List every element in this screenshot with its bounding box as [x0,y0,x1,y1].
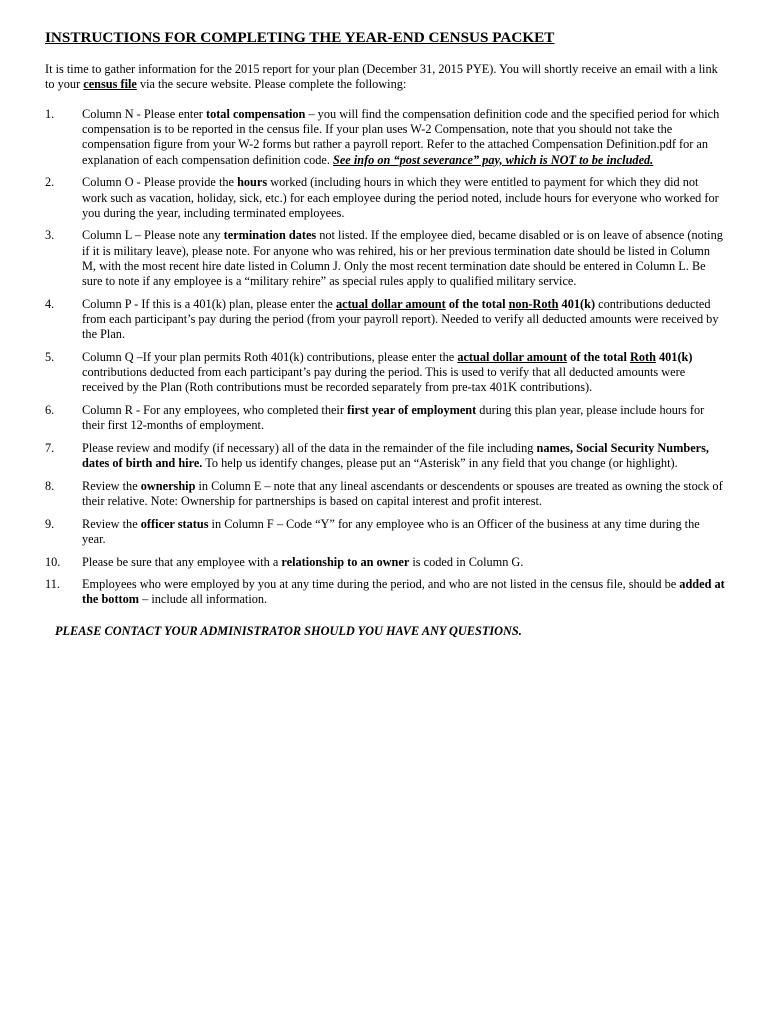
list-item-3 [45,228,725,289]
list-item-9 [45,517,725,547]
item-number: 3. [45,228,55,243]
item-bold: 401(k) [558,296,596,311]
page-title: INSTRUCTIONS FOR COMPLETING THE YEAR-END CENSUS PACKET [45,29,555,46]
item-number: 1. [45,107,55,121]
item-number: 4. [45,296,55,311]
item-bold: of the total [567,349,630,364]
list-item-6 [45,403,725,433]
item-bold: of the total [445,296,509,311]
item-text: Column O - Please provide the [82,175,238,190]
census-file-text: census file [83,77,137,92]
item-text: not listed. If the employee died, became disabled or is on leave of absence (noting if it is military leave), please note. For anyone who was rehired, his or her previous termination date should be listed in Column M, with the most recent hire date listed in Column J. Only the most recent termination date should be entered in Column L. Be sure to note if any employee is a “military rehire” as special rules apply to qualified military service. [82,228,723,289]
item-bold: total compensation [205,107,306,121]
list-item-1 [45,107,725,168]
item-text: Column Q –If your plan permits Roth 401(k) contributions, please enter the [82,349,458,364]
item-number: 11. [45,577,60,592]
item-text: Please review and modify (if necessary) all of the data in the remainder of the file including [82,440,537,455]
item-text: To help us identify changes, please put an “Asterisk” in any field that you change (or highlight). [202,456,678,471]
list-item-2 [45,175,725,221]
item-bold: officer status [140,516,209,531]
item-bold: ownership [140,478,196,493]
item-text: contributions deducted from each participant’s pay during the period (from your payroll report). Needed to verify all deducted amounts were received by the Plan. [82,296,719,342]
list-item-4 [45,297,725,343]
closing-note: PLEASE CONTACT YOUR ADMINISTRATOR SHOULD YOU HAVE ANY QUESTIONS. [55,624,522,638]
item-number: 9. [45,516,55,531]
item-text: Column N - Please enter [82,107,206,121]
item-bold: hours [237,175,268,190]
item-number: 2. [45,175,55,190]
item-text: – include all information. [139,592,268,607]
item-number: 6. [45,402,55,417]
list-item-5 [45,350,725,396]
item-text: Column R - For any employees, who completed their [82,402,348,417]
item-bold: relationship to an owner [281,554,410,569]
item-bold: 401(k) [655,349,693,364]
intro-text: It is time to gather information for the 2015 report for your plan (December 31, 2015 PYE). You will shortly receive an email with a link to your [45,62,718,92]
item-text: worked (including hours in which they were entitled to payment for which they did not work such as vacation, holiday, sick, etc.) for each employee during the period noted, include hours for everyone who worked for you during the year, including terminated employees. [82,175,719,220]
item-text: is coded in Column G. [409,554,524,569]
item-number: 8. [45,478,55,493]
item-number: 5. [45,349,55,364]
instructions-list [45,107,725,615]
item-number: 10. [45,554,61,569]
item-number: 7. [45,440,55,455]
item-bold: names, Social Security Numbers, dates of birth and hire. [82,440,709,471]
list-item-11 [45,577,725,607]
intro-paragraph [45,62,725,92]
item-text: Review the [82,478,141,493]
item-bold-underline: actual dollar amount [335,296,446,311]
post-severance-note: See info on “post severance” pay, which is NOT to be included. [332,152,654,167]
item-text: contributions deducted from each participant’s pay during the period. This is used to verify that all deducted amounts were received by the Plan (Roth contributions must be recorded separately from pre-tax 401K contributions). [82,365,686,395]
item-text: Column L – Please note any [82,228,224,243]
item-bold-underline: actual dollar amount [457,349,568,364]
item-text: Column P - If this is a 401(k) plan, please enter the [82,296,336,311]
item-bold-underline: Roth [629,349,656,364]
item-text: in Column E – note that any lineal ascendants or descendents or spouses are treated as owning the stock of their relative. Note: Ownership for partnerships is based on capital interest and profit interest. [82,478,723,508]
item-text: during this plan year, please include hours for their first 12-months of employment. [82,402,705,433]
item-bold: termination dates [223,228,317,243]
item-text: Employees who were employed by you at any time during the period, and who are not listed in the census file, should be [82,577,680,592]
list-item-7 [45,441,725,471]
item-text: Review the [82,516,141,531]
item-bold: added at the bottom [82,577,725,607]
intro-text-end: via the secure website. Please complete the following: [136,77,407,92]
item-text: in Column F – Code “Y” for any employee who is an Officer of the business at any time during the year. [82,516,700,546]
list-item-8 [45,479,725,509]
list-item-10 [45,555,725,570]
item-bold-underline: non-Roth [508,296,559,311]
item-bold: first year of employment [347,402,477,417]
item-text: – you will find the compensation definition code and the specified period for which compensation is to be reported in the census file. If your plan uses W-2 Compensation, note that you should not take the compensation figure from your W-2 forms but rather a payroll report. Refer to the attached Compensation Definition.pdf for an explanation of each compensation definition code. [82,107,720,167]
item-text: Please be sure that any employee with a [82,554,282,569]
